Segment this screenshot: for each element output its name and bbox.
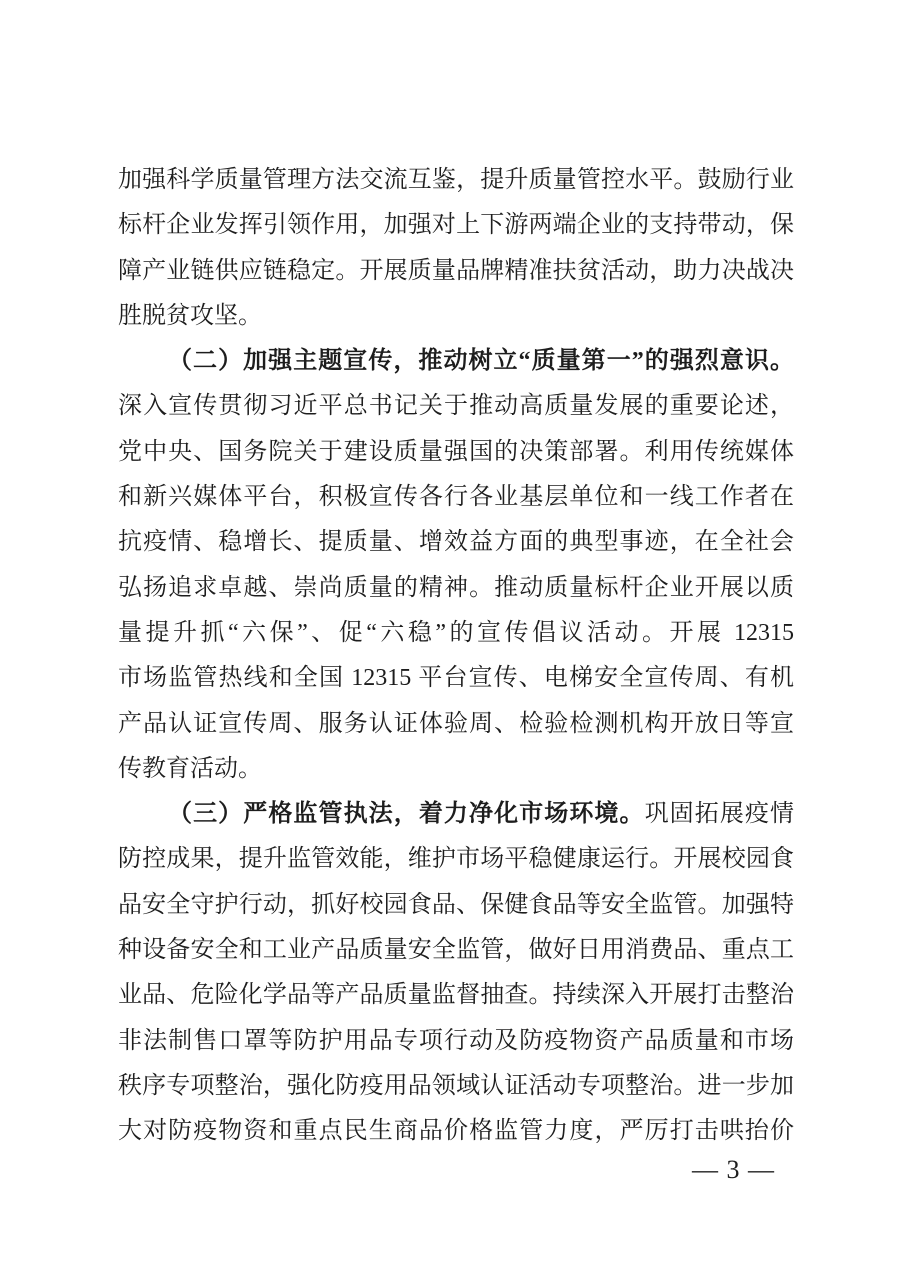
body-text: 业品、危险化学品等产品质量监督抽查。持续深入开展打击整治: [118, 982, 794, 1009]
body-text: 深入宣传贯彻习近平总书记关于推动高质量发展的重要论述，: [118, 393, 794, 420]
body-text: 抗疫情、稳增长、提质量、增效益方面的典型事迹，在全社会: [118, 529, 794, 556]
text-line: [118, 158, 794, 203]
text-line: [118, 1064, 794, 1109]
text-line: [118, 1109, 794, 1154]
body-text: 产品认证宣传周、服务认证体验周、检验检测机构开放日等宣: [118, 710, 794, 737]
document-text-block: [118, 158, 794, 1155]
text-line: [118, 837, 794, 882]
body-text: 防控成果，提升监管效能，维护市场平稳健康运行。开展校园食: [118, 846, 794, 873]
body-text: 传教育活动。: [118, 755, 262, 782]
text-line: [118, 656, 794, 701]
text-line: [118, 702, 794, 747]
body-text: 弘扬追求卓越、崇尚质量的精神。推动质量标杆企业开展以质: [118, 574, 794, 601]
text-line: [118, 475, 794, 520]
section-heading-2: [118, 339, 794, 384]
body-text: 大对防疫物资和重点民生商品价格监管力度，严厉打击哄抬价: [118, 1118, 794, 1145]
body-text: 障产业链供应链稳定。开展质量品牌精准扶贫活动，助力决战决: [118, 257, 794, 284]
text-line: [118, 883, 794, 928]
body-text: 标杆企业发挥引领作用，加强对上下游两端企业的支持带动，保: [118, 212, 794, 239]
body-text: 党中央、国务院关于建设质量强国的决策部署。利用传统媒体: [118, 438, 794, 465]
body-text: 种设备安全和工业产品质量安全监管，做好日用消费品、重点工: [118, 937, 794, 964]
body-text: 和新兴媒体平台，积极宣传各行各业基层单位和一线工作者在: [118, 484, 794, 511]
text-line: [118, 384, 794, 429]
text-line: [118, 566, 794, 611]
body-text: 胜脱贫攻坚。: [118, 302, 262, 329]
text-line: [118, 294, 794, 339]
body-text: 秩序专项整治，强化防疫用品领域认证活动专项整治。进一步加: [118, 1072, 794, 1099]
text-line: [118, 249, 794, 294]
page-number: — 3 —: [692, 1155, 775, 1184]
text-line: [118, 747, 794, 792]
text-line: [118, 973, 794, 1018]
text-line: [118, 611, 794, 656]
body-text: 巩固拓展疫情: [644, 801, 795, 828]
section-heading-3: [118, 792, 794, 837]
body-text: 非法制售口罩等防护用品专项行动及防疫物资产品质量和市场: [118, 1027, 794, 1054]
text-line: [118, 928, 794, 973]
text-line: [118, 430, 794, 475]
body-text: 市场监管热线和全国 12315 平台宣传、电梯安全宣传周、有机: [118, 665, 794, 692]
text-line: [118, 520, 794, 565]
text-line: [118, 203, 794, 248]
body-text: 品安全守护行动，抓好校园食品、保健食品等安全监管。加强特: [118, 891, 794, 918]
body-text: 量提升抓“六保”、促“六稳”的宣传倡议活动。开展 12315: [118, 619, 794, 646]
body-text: 加强科学质量管理方法交流互鉴，提升质量管控水平。鼓励行业: [118, 167, 794, 193]
text-line: [118, 1019, 794, 1064]
heading-bold-text: （三）严格监管执法，着力净化市场环境。: [168, 801, 645, 828]
heading-bold-text: （二）加强主题宣传，推动树立“质量第一”的强烈意识。: [168, 348, 794, 375]
